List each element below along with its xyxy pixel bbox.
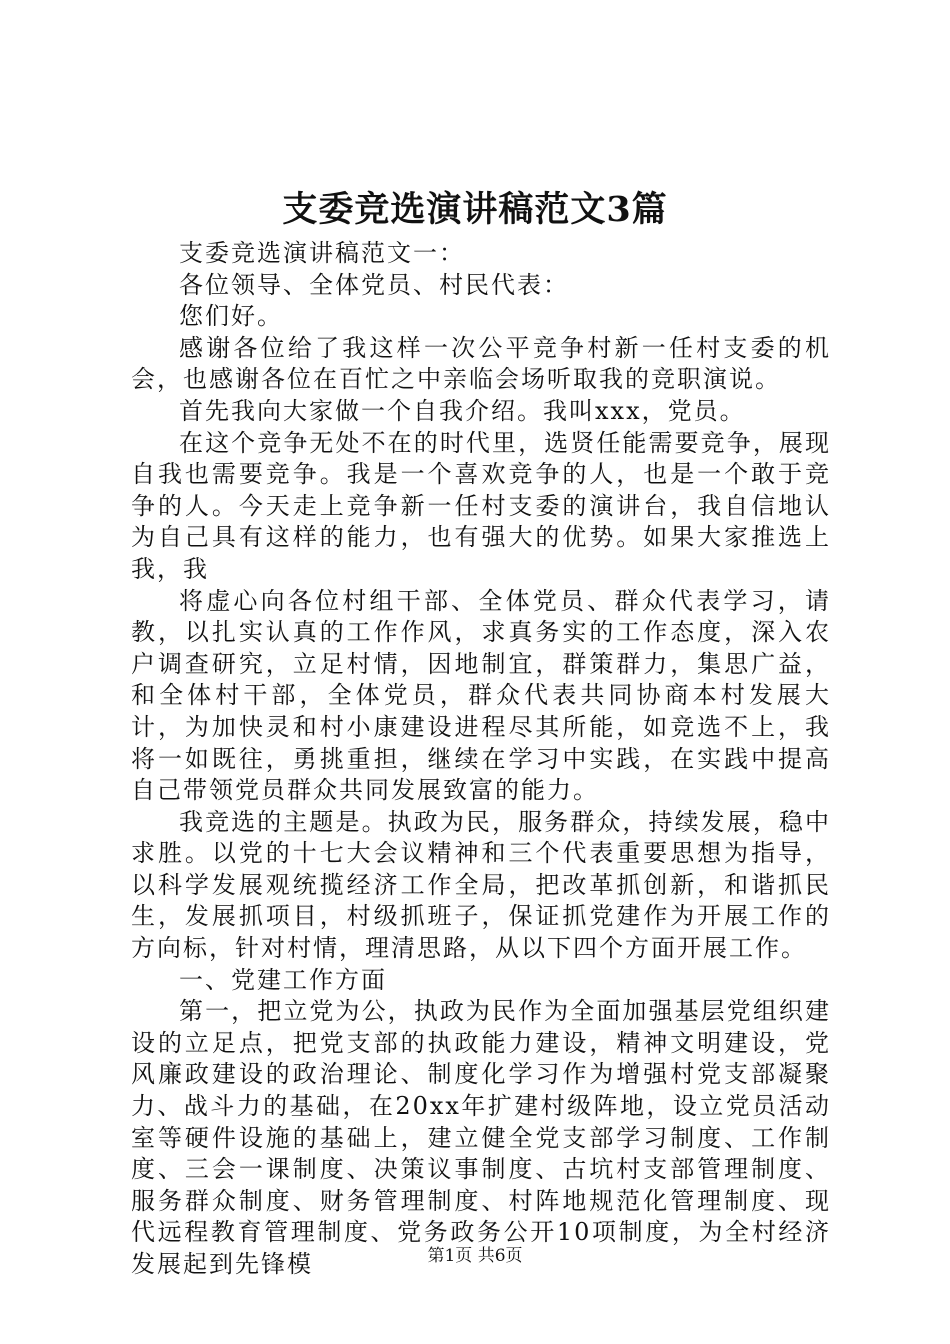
- document-title: 支委竞选演讲稿范文3篇: [282, 189, 668, 230]
- paragraph-salutation: 各位领导、全体党员、村民代表：: [179, 270, 569, 299]
- paragraph-first-point: 第一，把立党为公，执政为民作为全面加强基层党组织建设的立足点，把党支部的执政能力建设，精神文明建设，党风廉政建设的政治理论、制度化学习作为增强村党支部凝聚力、战斗力的基础，在20xx年扩建村级阵地，设立党员活动室等硬件设施的基础上，建立健全党支部学习制度、工作制度、三会一课制度、决策议事制度、古坑村支部管理制度、服务群众制度、财务管理制度、村阵地规范化管理制度、现代远程教育管理制度、党务政务公开10项制度，为全村经济发展起到先锋模: [131, 997, 831, 1278]
- paragraph-competition: 在这个竞争无处不在的时代里，选贤任能需要竞争，展现自我也需要竞争。我是一个喜欢竞争的人，也是一个敢于竞争的人。今天走上竞争新一任村支委的演讲台，我自信地认为自己具有这样的能力，也有强大的优势。如果大家推选上我，我: [131, 428, 831, 583]
- paragraph-thanks: 感谢各位给了我这样一次公平竞争村新一任村支委的机会，也感谢各位在百忙之中亲临会场听取我的竞职演说。: [131, 333, 831, 394]
- paragraph-greeting-heading: 支委竞选演讲稿范文一：: [179, 239, 465, 267]
- paragraph-self-intro: 首先我向大家做一个自我介绍。我叫xxx，党员。: [179, 396, 746, 425]
- paragraph-hello: 您们好。: [179, 302, 283, 331]
- document-body: [131, 238, 831, 1281]
- paragraph-theme: 我竞选的主题是。执政为民，服务群众，持续发展，稳中求胜。以党的十七大会议精神和三个代表重要思想为指导，以科学发展观统揽经济工作全局，把改革抓创新，和谐抓民生，发展抓项目，村级抓班子，保证抓党建作为开展工作的方向标，针对村情，理清思路，从以下四个方面开展工作。: [131, 807, 831, 963]
- section-heading-party-building: 一、党建工作方面: [179, 965, 387, 994]
- paragraph-commitment: 将虚心向各位村组干部、全体党员、群众代表学习，请教，以扎实认真的工作作风，求真务实的工作态度，深入农户调查研究，立足村情，因地制宜，群策群力，集思广益，和全体村干部，全体党员，群众代表共同协商本村发展大计，为加快灵和村小康建设进程尽其所能，如竞选不上，我将一如既往，勇挑重担，继续在学习中实践，在实践中提高自己带领党员群众共同发展致富的能力。: [131, 586, 831, 805]
- page-number-footer: 第1页 共6页: [427, 1246, 523, 1266]
